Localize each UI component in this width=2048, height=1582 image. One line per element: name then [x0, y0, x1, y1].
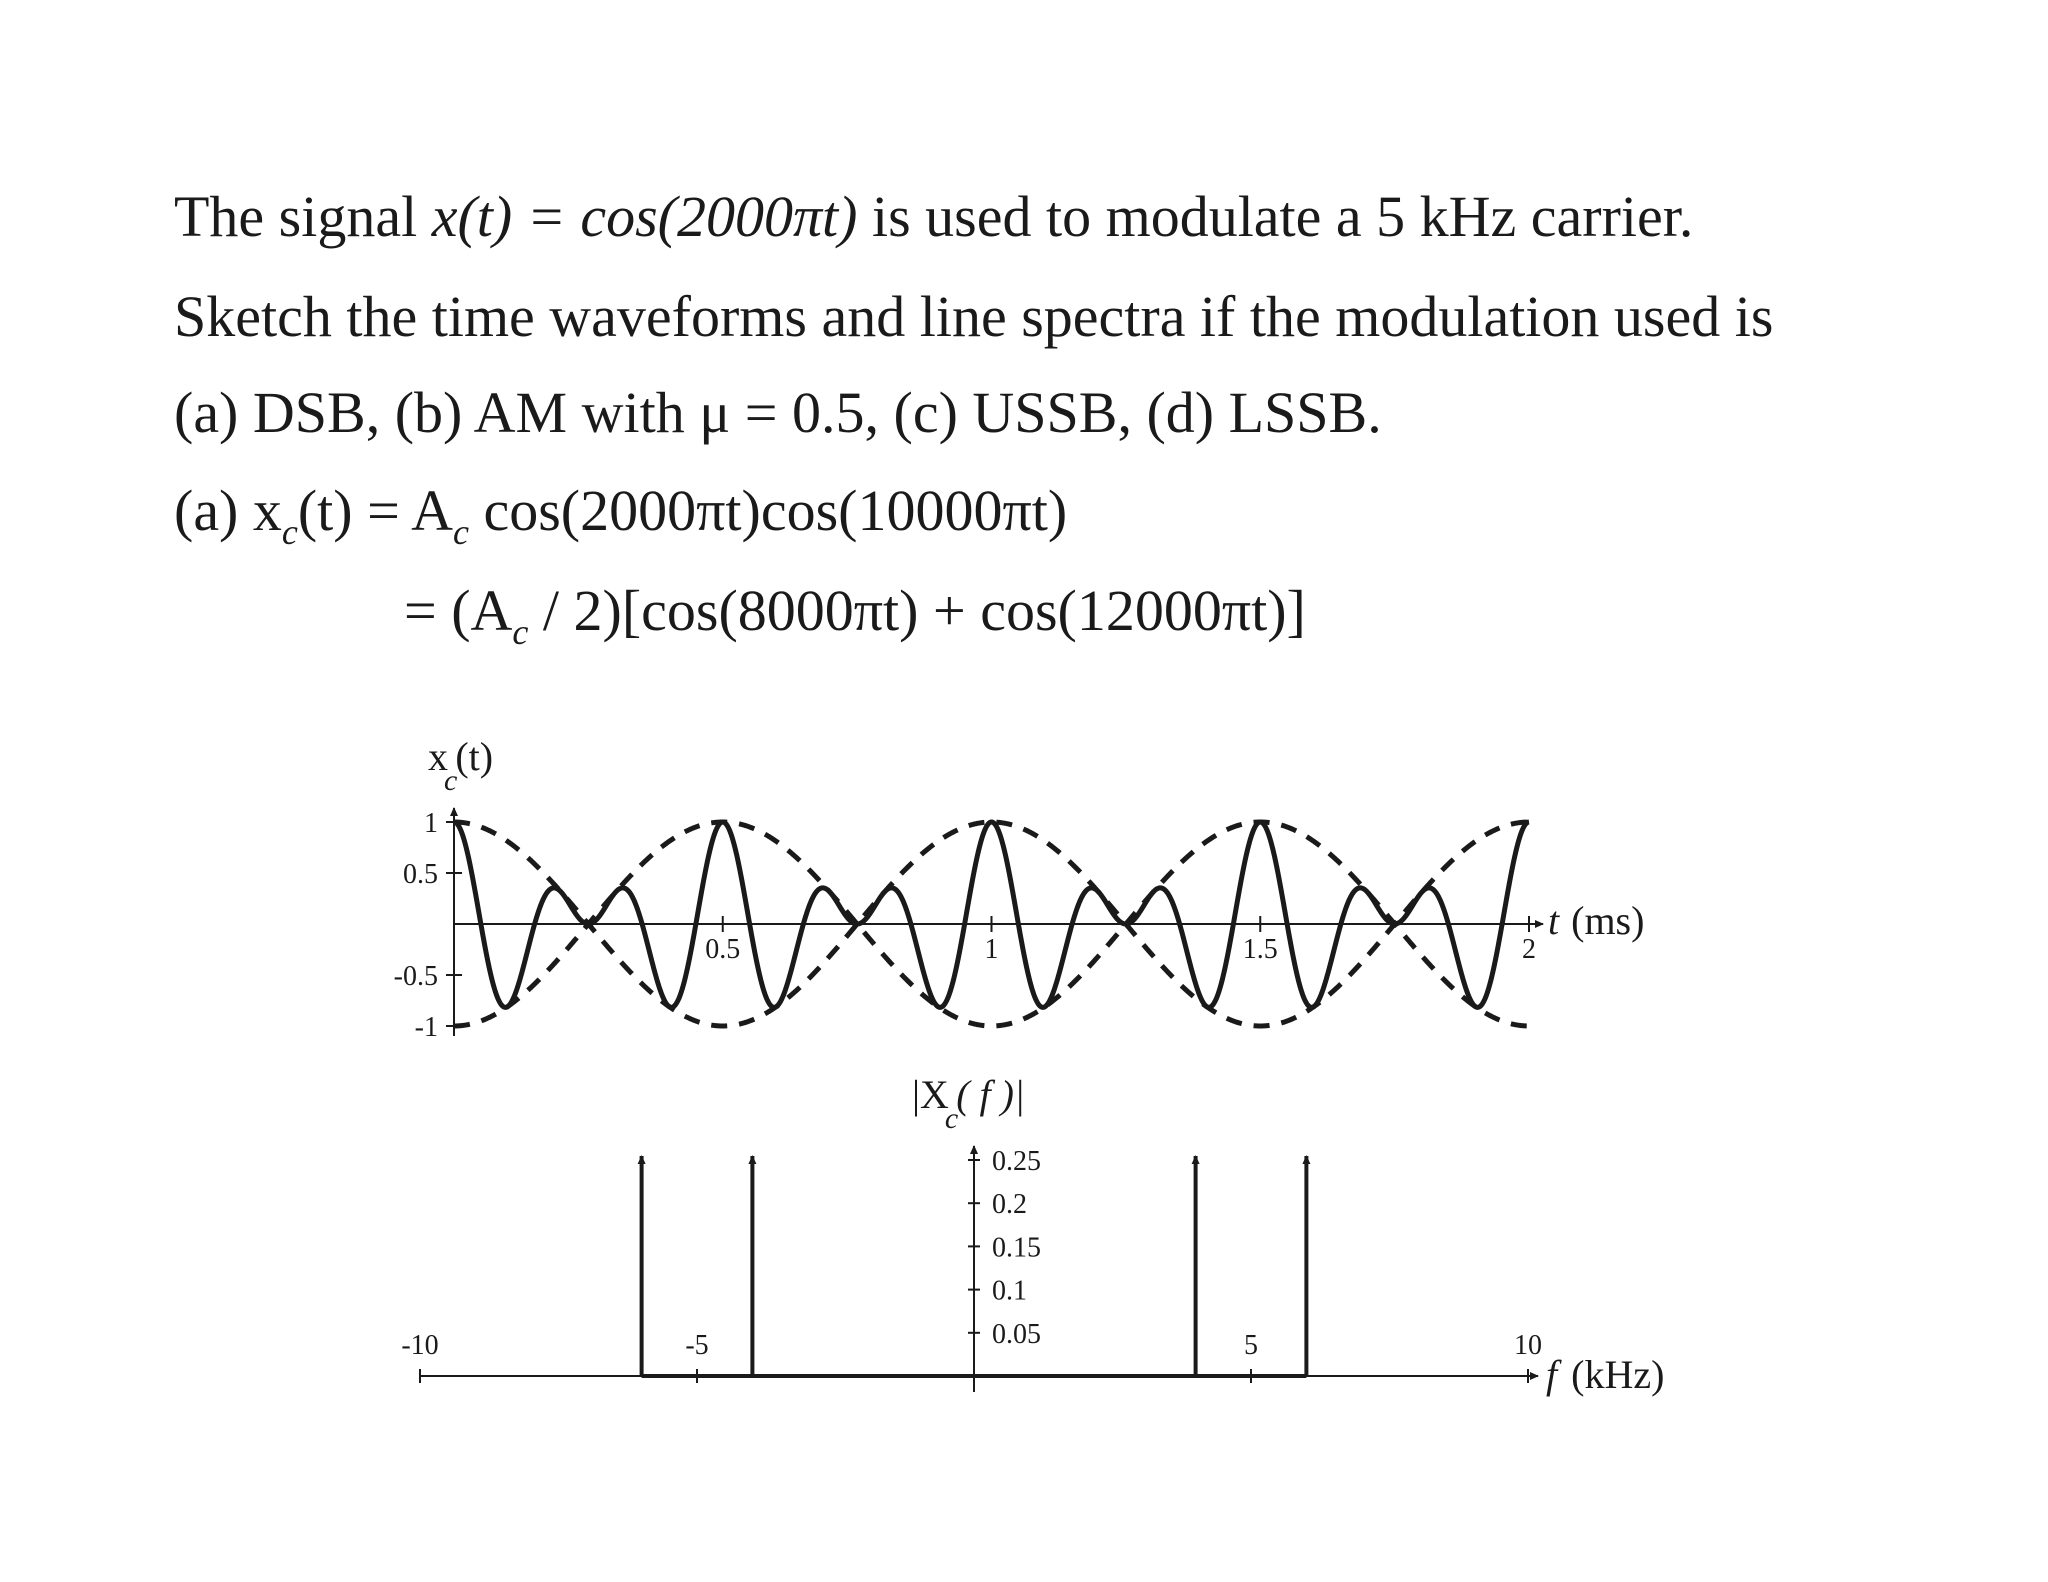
time-x-axis-label: t (ms)	[1548, 898, 1645, 943]
freq-y-tick-label: 0.2	[992, 1189, 1027, 1221]
time-y-tick-label: 0.5	[403, 859, 438, 890]
time-y-tick-label: 1	[424, 808, 438, 839]
problem-line-3: (a) DSB, (b) AM with μ = 0.5, (c) USSB, (d) LSSB.	[174, 380, 1382, 445]
text-fragment: (t) = A	[297, 478, 453, 543]
freq-ticks	[401, 1146, 1542, 1383]
time-y-axis-label: x c(t)	[428, 734, 494, 797]
text-fragment: / 2)[cos(8000πt) + cos(12000πt)]	[528, 578, 1306, 643]
freq-y-tick-label: 0.1	[992, 1275, 1027, 1307]
text-fragment: cos(2000πt)cos(10000πt)	[468, 478, 1068, 543]
freq-x-tick-label: 5	[1244, 1330, 1258, 1361]
time-x-tick-label: 0.5	[705, 934, 741, 965]
freq-x-tick-label: -5	[685, 1330, 709, 1361]
freq-y-tick-label: 0.05	[992, 1318, 1041, 1350]
subscript: c	[281, 512, 298, 552]
time-axes	[454, 808, 1543, 1036]
text-fragment: = (A	[404, 578, 513, 643]
problem-line-2: Sketch the time waveforms and line spectra if the modulation used is	[174, 284, 1774, 349]
subscript: c	[453, 512, 469, 552]
time-y-tick-label: -1	[414, 1012, 438, 1043]
signal-expression: x(t) = cos(2000πt)	[431, 184, 858, 249]
freq-y-axis-label: |X c( f )|	[912, 1072, 1025, 1135]
freq-x-axis-label: f (kHz)	[1546, 1352, 1665, 1397]
time-waveform-chart	[394, 734, 1645, 1043]
time-y-tick-label: -0.5	[393, 961, 438, 992]
freq-y-tick-label: 0.25	[992, 1146, 1041, 1177]
text-fragment: The signal	[174, 184, 432, 249]
subscript: c	[512, 612, 529, 652]
freq-x-tick-label: 10	[1514, 1330, 1542, 1361]
time-x-tick-label: 2	[1522, 934, 1536, 965]
freq-y-tick-label: 0.15	[992, 1232, 1041, 1264]
freq-x-tick-label: -10	[401, 1330, 439, 1361]
time-x-tick-label: 1	[984, 934, 999, 965]
freq-axes	[420, 1146, 1538, 1392]
text-fragment: (a) x	[174, 478, 282, 543]
line-spectrum-chart	[401, 1072, 1664, 1397]
dsb-waveform	[454, 822, 1529, 1007]
time-x-tick-label: 1.5	[1242, 934, 1278, 965]
text-fragment: is used to modulate a 5 kHz carrier.	[857, 184, 1694, 249]
